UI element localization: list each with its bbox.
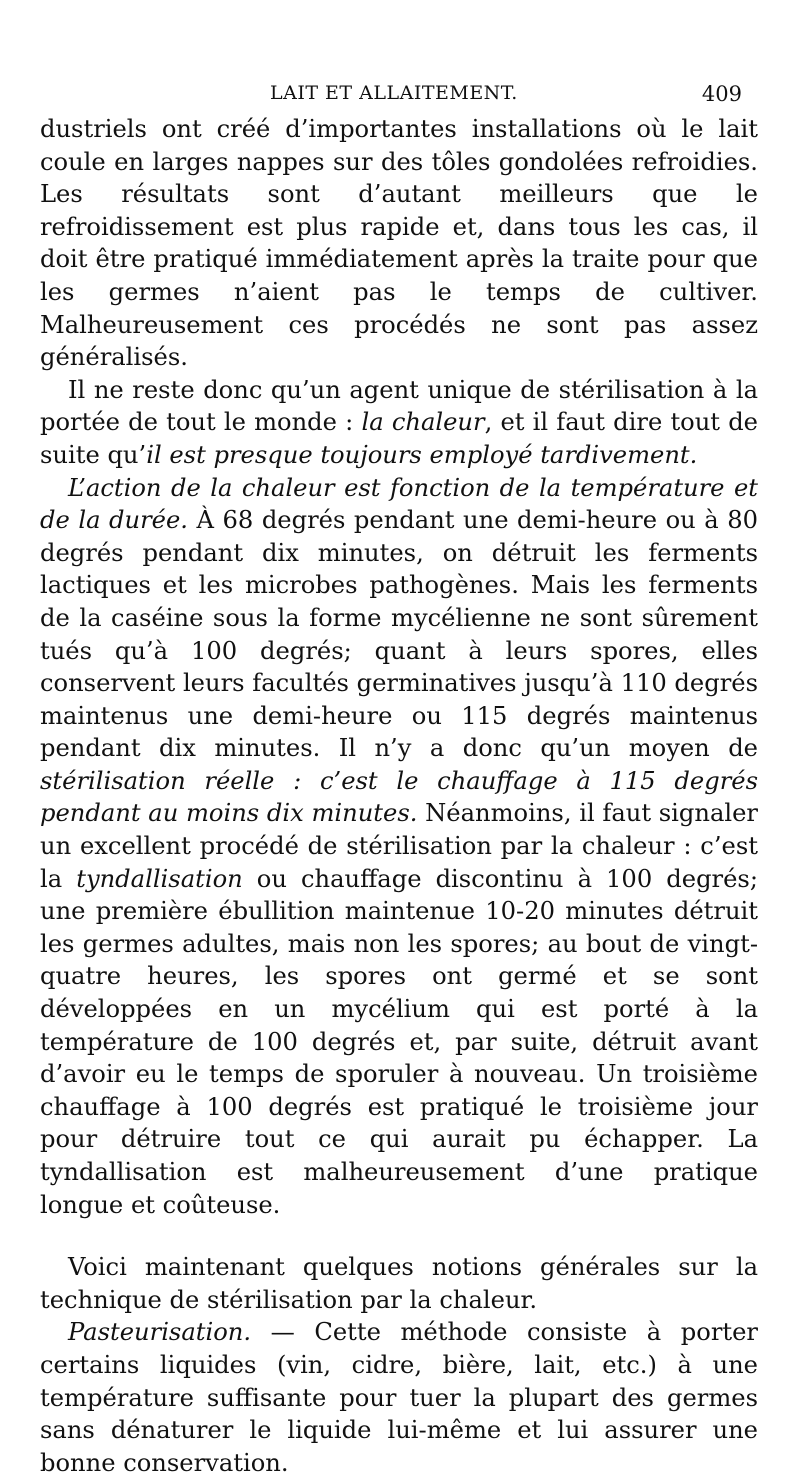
emphasis-la-chaleur: la chaleur bbox=[361, 408, 485, 437]
text-run: À 68 degrés pendant une demi-heure ou à 80 degrés pendant dix minutes, on détruit les ferments lactiques et les microbes pathogènes. Mais les ferments de la caséine sous la forme mycélienne ne sont sûrement tués qu’à 100 degrés; quant à leurs spores, elles conservent leurs facultés germinatives jusqu’à 110 degrés maintenus une demi-heure ou 115 degrés maintenus pendant dix minutes. Il n’y a donc qu’un moyen de bbox=[40, 506, 758, 763]
section-title-pasteurisation: Pasteurisation. bbox=[68, 1318, 252, 1347]
paragraph-agent-unique bbox=[40, 374, 758, 472]
text-run: Néanmoins, il faut signaler un excellent procédé de stérilisation par la chaleur : c’est la bbox=[40, 799, 758, 893]
running-title: LAIT ET ALLAITEMENT. bbox=[270, 82, 518, 104]
text-run: Il ne reste donc qu’un agent unique de stérilisation à la portée de tout le monde : bbox=[40, 375, 758, 437]
paragraph-pasteurisation bbox=[40, 1316, 758, 1479]
text-run: ou chauffage discontinu à 100 degrés; une première ébullition maintenue 10-20 minutes détruit les germes adultes, mais non les spores; au bout de vingt-quatre heures, les spores ont germé et se sont développées en un mycélium qui est porté à la température de 100 degrés et, par suite, détruit avant d’avoir eu le temps de sporuler à nouveau. Un troisième chauffage à 100 degrés est pratiqué le troisième jour pour détruire tout ce qui aurait pu échapper. La tyndallisation est malheureusement d’une pratique longue et coûteuse. bbox=[40, 864, 758, 1219]
emphasis-sterilisation-reelle: stérilisation réelle : c’est le chauffage à 115 degrés pendant au moins dix minutes. bbox=[40, 766, 758, 828]
paragraph-continuation: dustriels ont créé d’importantes installations où le lait coule en larges nappes sur des tôles gondolées refroidies. Les résultats sont d’autant meilleurs que le refroidissement est plus rapide et, dans tous les cas, il doit être pratiqué immédiatement après la traite pour que les germes n’aient pas le temps de cultiver. Malheureusement ces procédés ne sont pas assez généralisés. bbox=[40, 115, 758, 372]
paragraph-notions-generales: Voici maintenant quelques notions générales sur la technique de stérilisation par la chaleur. bbox=[40, 1253, 758, 1314]
text-run: , et il faut dire tout de suite qu’ bbox=[40, 408, 758, 469]
emphasis-tardivement: il est presque toujours employé tardivement. bbox=[146, 440, 698, 469]
page-number: 409 bbox=[701, 82, 742, 106]
emphasis-action-chaleur: L’action de la chaleur est fonction de la température et de la durée. bbox=[40, 473, 758, 535]
paragraph-action-chaleur bbox=[40, 472, 758, 1222]
body-text bbox=[40, 113, 758, 1479]
emphasis-tyndallisation: tyndallisation bbox=[76, 864, 243, 893]
text-run: — Cette méthode consiste à porter certains liquides (vin, cidre, bière, lait, etc.) à une température suffisante pour tuer la plupart des germes sans dénaturer le liquide lui-même et lui assurer une bonne conservation. bbox=[40, 1318, 758, 1477]
